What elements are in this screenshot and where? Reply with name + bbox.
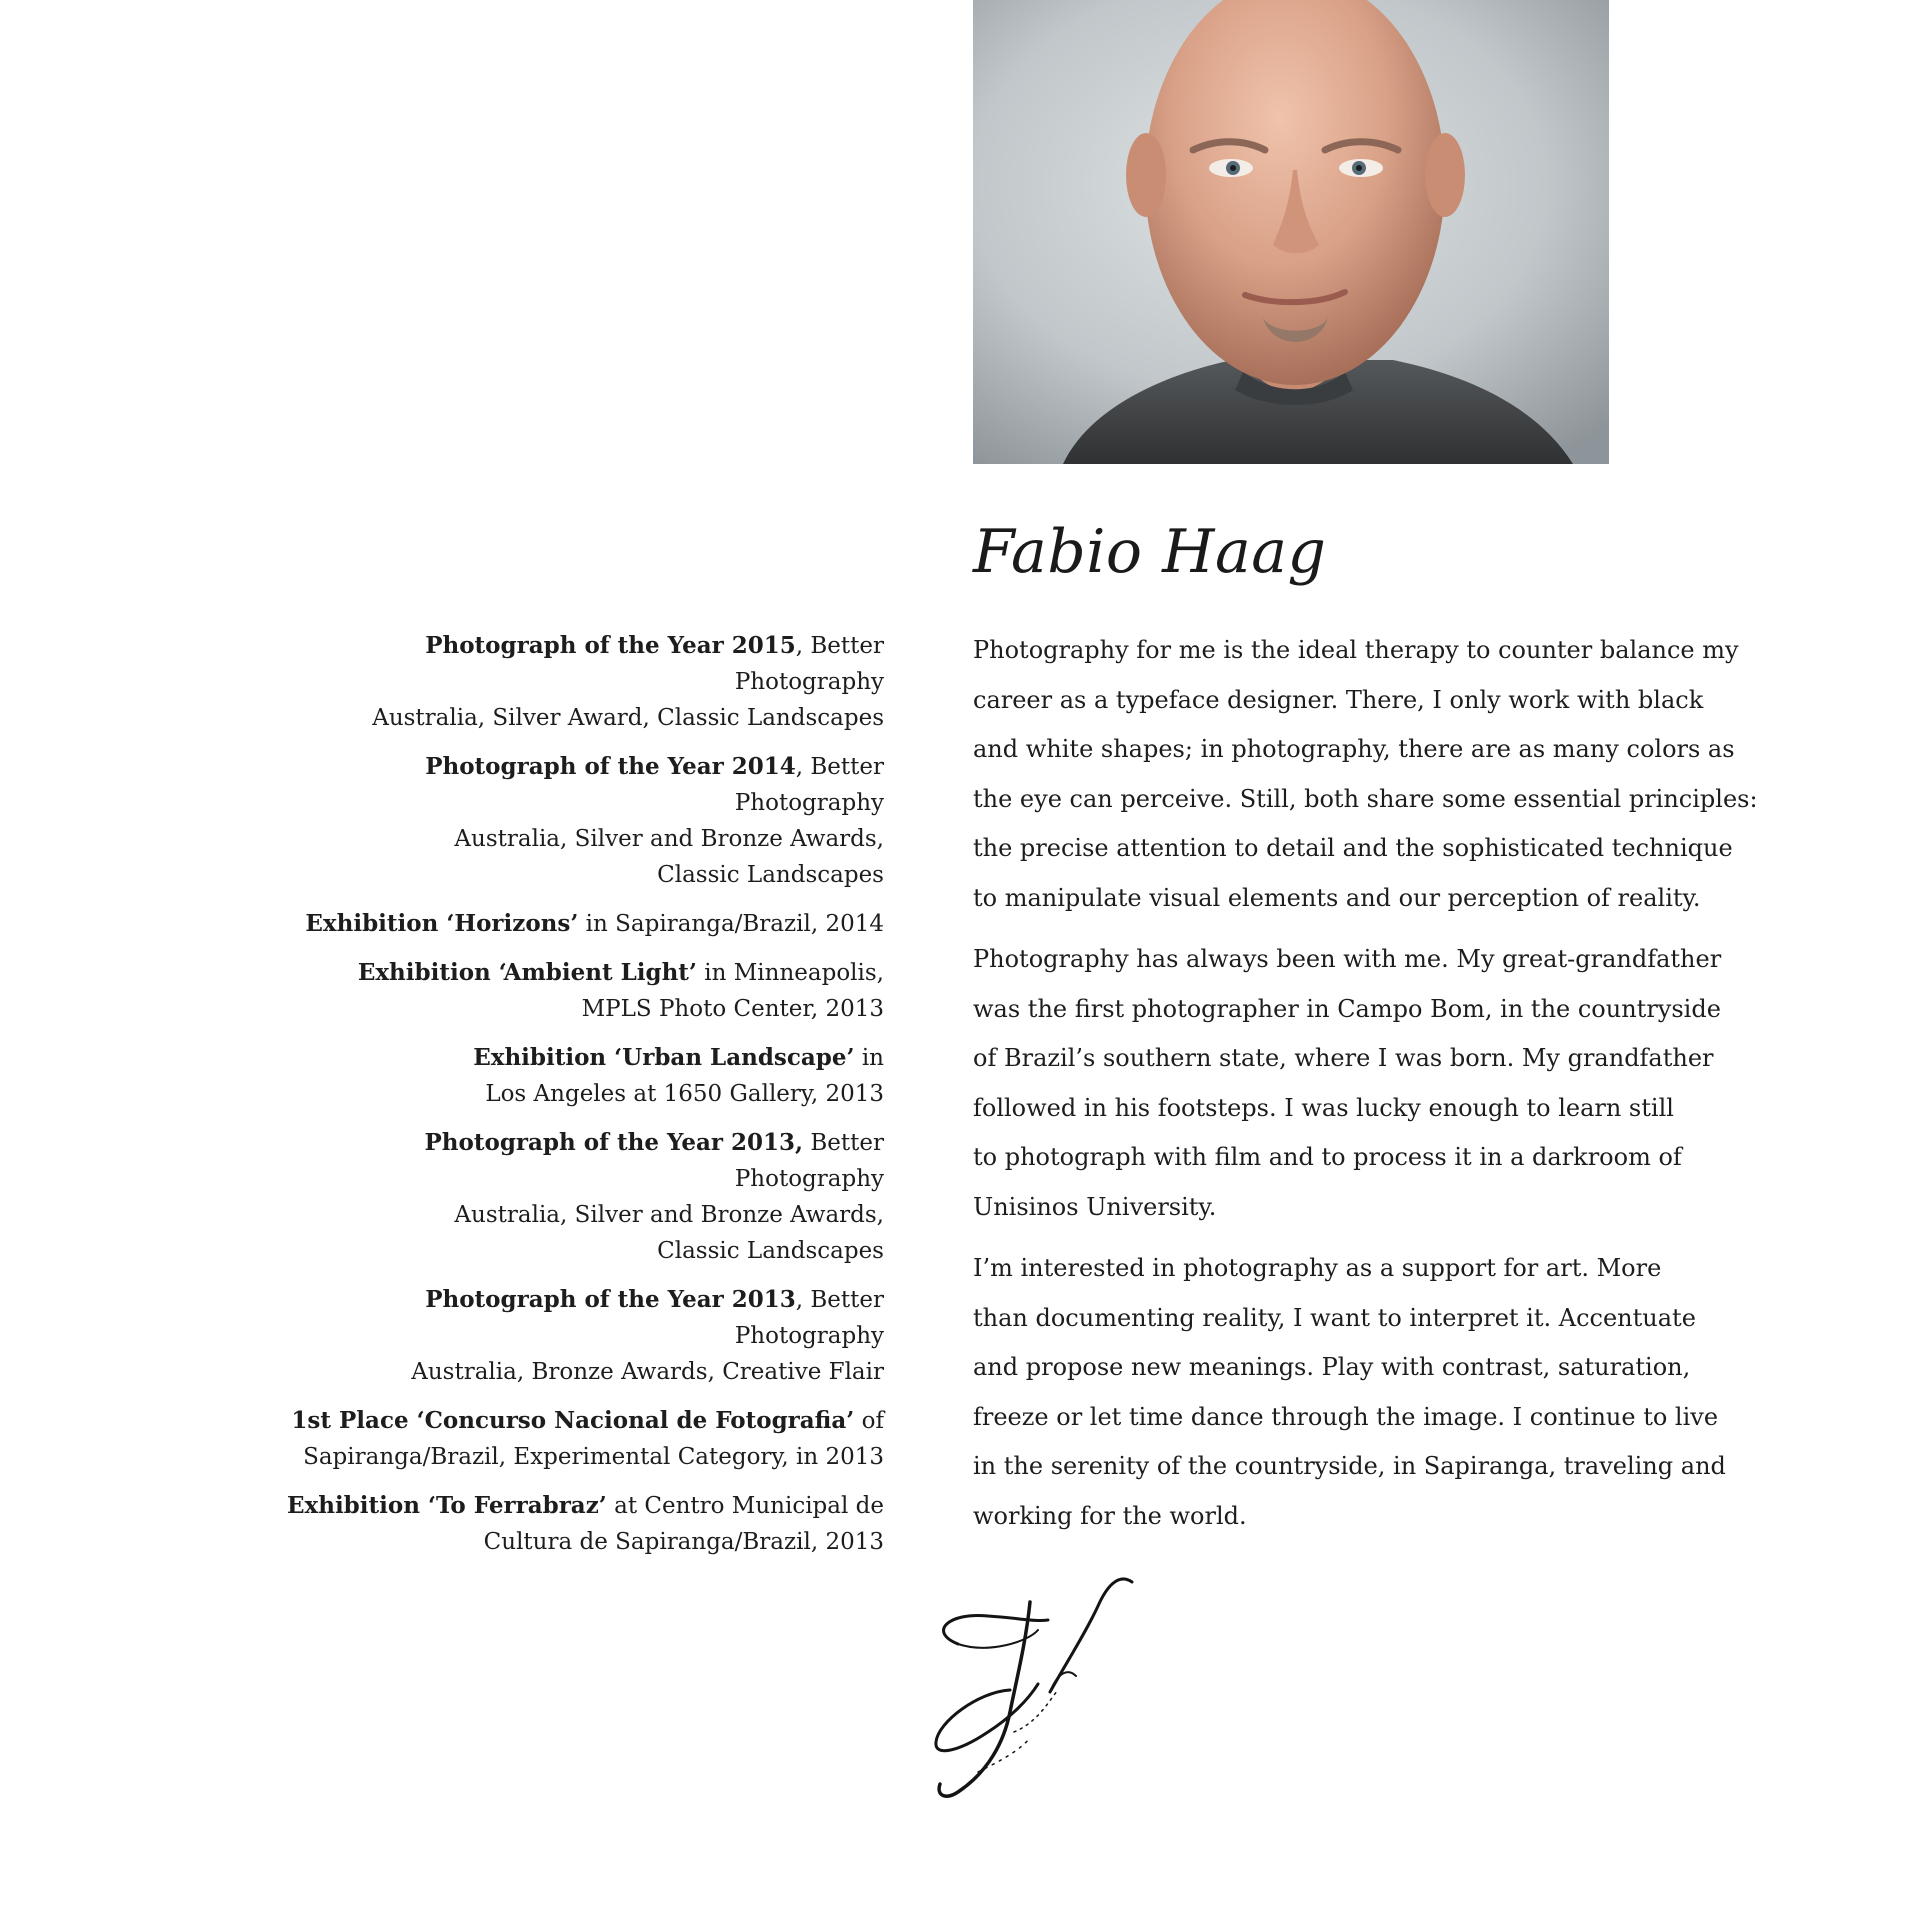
award-item — [280, 628, 884, 736]
bio-line: freeze or let time dance through the image. I continue to live — [973, 1402, 1719, 1431]
award-title: Photograph of the Year 2014 — [425, 753, 796, 780]
awards-list — [280, 628, 884, 1573]
award-title: Photograph of the Year 2015 — [425, 632, 796, 659]
bio-line: Unisinos University. — [973, 1192, 1217, 1221]
award-detail: , Better Photography — [734, 754, 884, 816]
award-detail: MPLS Photo Center, 2013 — [581, 996, 884, 1022]
award-item — [280, 1488, 884, 1560]
award-detail: Cultura de Sapiranga/Brazil, 2013 — [483, 1529, 884, 1555]
award-detail: , Better Photography — [734, 1287, 884, 1349]
bio-line: I’m interested in photography as a support for art. More — [973, 1254, 1662, 1282]
award-title: 1st Place ‘Concurso Nacional de Fotografia’ — [291, 1407, 855, 1434]
award-detail: in Sapiranga/Brazil, 2014 — [578, 911, 884, 937]
bio-line: and propose new meanings. Play with contrast, saturation, — [973, 1353, 1691, 1381]
award-title: Exhibition ‘Urban Landscape’ — [473, 1044, 855, 1071]
bio-line: to photograph with film and to process it in a darkroom of — [973, 1143, 1682, 1171]
biography — [973, 626, 1773, 1553]
award-detail: Better Photography — [734, 1130, 884, 1192]
award-detail: at Centro Municipal de — [606, 1493, 884, 1519]
award-title: Exhibition ‘To Ferrabraz’ — [286, 1492, 607, 1519]
bio-paragraph — [973, 626, 1773, 923]
award-item — [280, 906, 884, 942]
bio-line: Photography for me is the ideal therapy to counter balance my — [973, 636, 1739, 664]
award-detail: Classic Landscapes — [657, 1238, 884, 1264]
bio-line: in the serenity of the countryside, in Sapiranga, traveling and — [973, 1452, 1726, 1480]
award-item — [280, 1125, 884, 1269]
award-detail: Los Angeles at 1650 Gallery, 2013 — [485, 1081, 884, 1107]
bio-line: the precise attention to detail and the sophisticated technique — [973, 834, 1733, 862]
award-detail: Australia, Silver and Bronze Awards, — [454, 1202, 884, 1228]
bio-line: than documenting reality, I want to interpret it. Accentuate — [973, 1303, 1696, 1332]
award-detail: Classic Landscapes — [657, 862, 884, 888]
bio-line: was the first photographer in Campo Bom, in the countryside — [973, 994, 1721, 1023]
award-detail: Australia, Silver Award, Classic Landscapes — [372, 705, 884, 731]
award-detail: of — [854, 1408, 884, 1434]
award-detail: in — [854, 1045, 884, 1071]
bio-line: career as a typeface designer. There, I only work with black — [973, 685, 1704, 714]
award-title: Exhibition ‘Horizons’ — [305, 910, 579, 937]
award-title: Photograph of the Year 2013 — [425, 1286, 796, 1313]
award-title: Exhibition ‘Ambient Light’ — [357, 959, 697, 986]
bio-paragraph — [973, 935, 1773, 1232]
bio-line: to manipulate visual elements and our perception of reality. — [973, 883, 1701, 912]
author-name: Fabio Haag — [973, 517, 1327, 587]
bio-line: the eye can perceive. Still, both share some essential principles: — [973, 784, 1758, 813]
award-item — [280, 749, 884, 893]
award-detail: in Minneapolis, — [696, 960, 884, 986]
award-item — [280, 1403, 884, 1475]
award-item — [280, 1040, 884, 1112]
bio-line: of Brazil’s southern state, where I was born. My grandfather — [973, 1044, 1714, 1072]
bio-line: followed in his footsteps. I was lucky enough to learn still — [973, 1093, 1674, 1122]
award-title: Photograph of the Year 2013, — [424, 1129, 804, 1156]
bio-paragraph — [973, 1244, 1773, 1541]
award-item — [280, 955, 884, 1027]
award-detail: Australia, Bronze Awards, Creative Flair — [411, 1359, 884, 1385]
award-item — [280, 1282, 884, 1390]
award-detail: , Better Photography — [734, 633, 884, 695]
award-detail: Sapiranga/Brazil, Experimental Category, in 2013 — [303, 1444, 884, 1470]
handwritten-signature-icon — [918, 1572, 1148, 1812]
bio-line: and white shapes; in photography, there are as many colors as — [973, 735, 1735, 763]
bio-line: working for the world. — [973, 1501, 1247, 1530]
portrait-photo — [973, 0, 1609, 464]
portrait-illustration — [973, 0, 1609, 464]
bio-line: Photography has always been with me. My great-grandfather — [973, 945, 1722, 973]
award-detail: Australia, Silver and Bronze Awards, — [454, 826, 884, 852]
